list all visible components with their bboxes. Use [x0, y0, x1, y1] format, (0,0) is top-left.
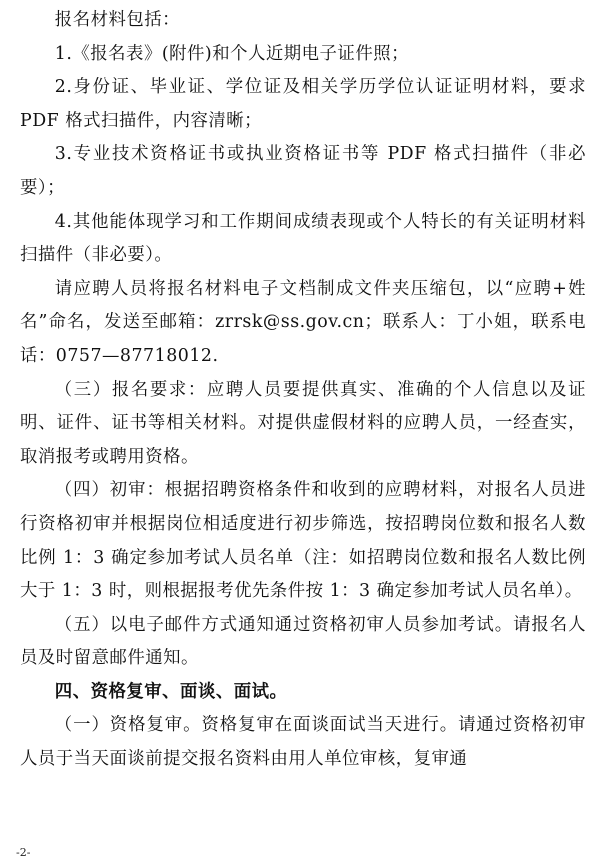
paragraph-material-2: 2.身份证、毕业证、学位证及相关学历学位认证证明材料，要求 PDF 格式扫描件，内容清晰； [20, 77, 586, 131]
section-four-heading: 四、资格复审、面谈、面试。 [54, 681, 288, 702]
paragraph-email-notice: （五）以电子邮件方式通知通过资格初审人员参加考试。请报名人员及时留意邮件通知。 [20, 614, 586, 669]
paragraph-material-4: 4.其他能体现学习和工作期间成绩表现或个人特长的有关证明材料扫描件（非必要）。 [20, 211, 586, 266]
paragraph-requalification: （一）资格复审。资格复审在面谈面试当天进行。请通过资格初审人员于当天面谈前提交报名资料由用人单位审核，复审通 [20, 715, 586, 770]
paragraph-materials-intro: 报名材料包括： [54, 10, 181, 30]
paragraph-preliminary-review: （四）初审：根据招聘资格条件和收到的应聘材料，对报名人员进行资格初审并根据岗位相适度进行初步筛选，按招聘岗位数和报名人数比例 1：3 确定参加考试人员名单（注：如招聘岗位数和报名人数比例大于 1：3 时，则根据报考优先条件按 1：3 确定参加考试人员名单）。 [20, 480, 586, 602]
paragraph-submission: 请应聘人员将报名材料电子文档制成文件夹压缩包，以“应聘+姓名”命名，发送至邮箱：zrrsk@ss.gov.cn；联系人：丁小姐，联系电话：0757—87718012. [20, 278, 586, 366]
document-body [20, 4, 586, 777]
paragraph-material-3: 3.专业技术资格证书或执业资格证书等 PDF 格式扫描件（非必要）； [20, 144, 586, 198]
page-number: -2- [16, 846, 31, 859]
paragraph-material-1: 1.《报名表》(附件)和个人近期电子证件照； [54, 43, 409, 64]
paragraph-requirements: （三）报名要求：应聘人员要提供真实、准确的个人信息以及证明、证件、证书等相关材料。对提供虚假材料的应聘人员，一经查实，取消报考或聘用资格。 [20, 379, 586, 467]
